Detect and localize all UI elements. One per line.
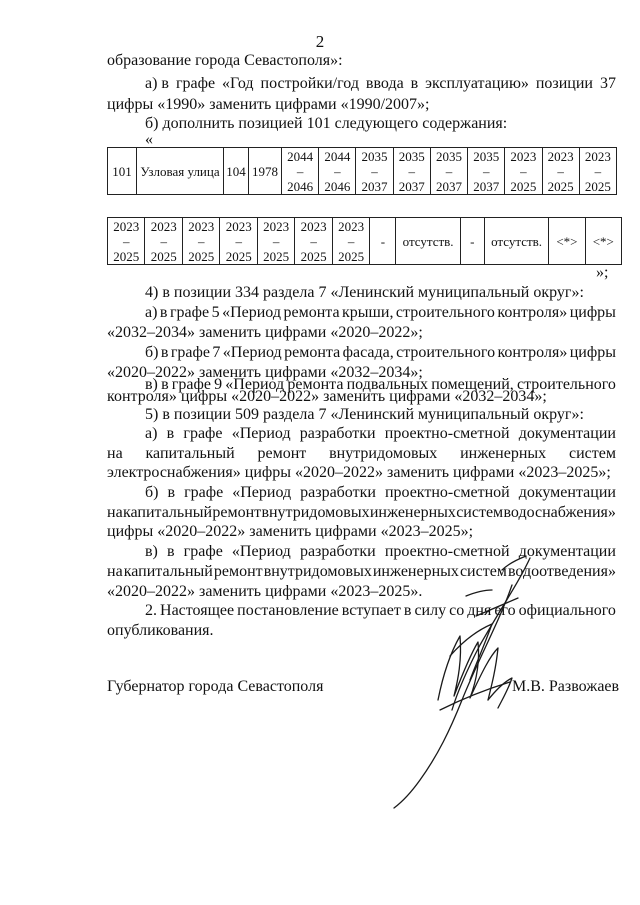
word: капитальный <box>122 504 213 521</box>
word: 37 <box>599 75 616 92</box>
word: строительного <box>395 304 495 321</box>
cell-range: 2023 – 2025 <box>579 148 616 195</box>
cell-dash: - <box>460 218 484 265</box>
word: подвальных <box>346 376 429 393</box>
word: а) <box>145 425 158 442</box>
word: б) <box>145 484 159 501</box>
word: капитальный <box>145 445 235 462</box>
word: «Период <box>231 425 291 442</box>
page-number: 2 <box>315 32 325 51</box>
word: в <box>403 602 412 619</box>
word: ремонт <box>257 445 307 462</box>
word: силу <box>414 602 447 619</box>
word: в <box>160 344 169 361</box>
word: постановление <box>237 602 339 619</box>
governor-name: М.В. Развожаев <box>512 678 620 695</box>
word: 9 <box>214 376 223 393</box>
cell-range: 2044 – 2046 <box>319 148 356 195</box>
item-5-line: 5) в позиции 509 раздела 7 «Ленинский муниципальный округ»: <box>145 406 584 423</box>
word: систем <box>569 445 616 462</box>
word: разработки <box>299 543 376 560</box>
word: графе <box>183 543 223 560</box>
word: официального <box>518 602 616 619</box>
word: его <box>494 602 516 619</box>
item-5a-line2 <box>107 444 616 464</box>
cell-absent: отсутств. <box>396 218 460 265</box>
word: 2. <box>145 602 157 619</box>
word: инженерных <box>460 445 547 462</box>
word: на <box>107 504 123 521</box>
word: контроля» <box>497 344 568 361</box>
word: ремонта <box>284 344 341 361</box>
cell-range: 2044 – 2046 <box>282 148 319 195</box>
word: вступает <box>341 602 401 619</box>
word: ремонта <box>283 304 340 321</box>
word: «Период <box>225 376 285 393</box>
cell-dash: - <box>370 218 396 265</box>
cell-range: 2023 – 2025 <box>257 218 294 265</box>
cell-range: 2023 – 2025 <box>505 148 542 195</box>
item-a1-line1 <box>145 74 616 94</box>
cell-note-ref: <*> <box>549 218 585 265</box>
word: внутридомовых <box>261 504 370 521</box>
word: проектно-сметной <box>384 484 510 501</box>
word: документации <box>518 425 616 442</box>
table-row-101 <box>107 147 617 195</box>
word: проектно-сметной <box>384 425 510 442</box>
word: в) <box>145 376 158 393</box>
word: ремонт <box>213 563 263 580</box>
word: строительного <box>516 376 616 393</box>
word: дня <box>467 602 492 619</box>
word: ремонт <box>212 504 262 521</box>
word: внутридомовых <box>329 445 438 462</box>
word: графе <box>169 304 210 321</box>
word: в <box>167 484 176 501</box>
item-5a-line3: электроснабжения» цифры «2020–2022» заменить цифрами «2023–2025»; <box>107 464 611 481</box>
word: строительного <box>396 344 496 361</box>
word: Настоящее <box>160 602 235 619</box>
word: на <box>107 445 123 462</box>
item-5b-line3: цифры «2020–2022» заменить цифрами «2023–2025»; <box>107 523 474 540</box>
word: крыши, <box>342 304 394 321</box>
word: цифры <box>569 344 616 361</box>
word: со <box>449 602 465 619</box>
cell-range: 2023 – 2025 <box>332 218 369 265</box>
word: цифры <box>569 304 616 321</box>
word: «Период <box>222 304 281 321</box>
close-quote: »; <box>596 264 609 281</box>
word: инженерных <box>372 563 459 580</box>
item-b1-line: б) дополнить позицией 101 следующего содержания: <box>145 115 508 132</box>
word: ввода <box>365 75 404 92</box>
cell-number: 101 <box>108 148 137 195</box>
cell-c3: 104 <box>224 148 249 195</box>
signature-image <box>380 550 570 810</box>
item-4-line: 4) в позиции 334 раздела 7 «Ленинский муниципальный округ»: <box>145 284 584 301</box>
cell-range: 2023 – 2025 <box>542 148 579 195</box>
item-4a-line2: «2032–2034» заменить цифрами «2020–2022»; <box>107 324 423 341</box>
word: ремонта <box>287 376 344 393</box>
word: а) в <box>145 75 169 92</box>
cell-range: 2023 – 2025 <box>182 218 219 265</box>
word: постройки/год <box>260 75 359 92</box>
cell-street: Узловая улица <box>137 148 224 195</box>
word: графе <box>175 75 216 92</box>
word: инженерных <box>369 504 456 521</box>
word: проектно-сметной <box>384 543 510 560</box>
item-2-line2: опубликования. <box>107 622 214 639</box>
word: фасада, <box>342 344 394 361</box>
cell-range: 2023 – 2025 <box>220 218 257 265</box>
item-5b-line2 <box>107 503 616 523</box>
intro-line: образование города Севастополя»: <box>107 52 343 69</box>
cell-absent: отсутств. <box>484 218 548 265</box>
word: систем <box>456 504 504 521</box>
word: документации <box>518 484 616 501</box>
word: «Год <box>222 75 254 92</box>
item-4b-line1 <box>145 343 616 363</box>
word: в) <box>145 543 158 560</box>
governor-title: Губернатор города Севастополя <box>107 678 324 695</box>
word: разработки <box>299 425 376 442</box>
word: в <box>161 376 169 393</box>
word: «Период <box>222 344 282 361</box>
cell-year: 1978 <box>249 148 282 195</box>
word: в <box>167 543 175 560</box>
table-row-101-continued <box>107 217 622 265</box>
item-5b-line1 <box>145 483 616 503</box>
open-quote: « <box>145 131 153 148</box>
item-5v-line3: «2020–2022» заменить цифрами «2023–2025». <box>107 583 423 600</box>
word: «Период <box>232 484 292 501</box>
word: эксплуатацию» <box>425 75 529 92</box>
cell-range: 2035 – 2037 <box>356 148 393 195</box>
word: 5 <box>211 304 220 321</box>
item-a1-line2: цифры «1990» заменить цифрами «1990/2007»; <box>107 96 430 113</box>
word: разработки <box>300 484 376 501</box>
word: документации <box>518 543 616 560</box>
word: графе <box>170 344 210 361</box>
item-4v-line2: контроля» цифры «2020–2022» заменить цифрами «2032–2034»; <box>107 388 547 405</box>
word: в <box>166 425 175 442</box>
cell-range: 2023 – 2025 <box>108 218 145 265</box>
word: помещений, <box>431 376 514 393</box>
word: а) <box>145 304 158 321</box>
cell-range: 2023 – 2025 <box>145 218 182 265</box>
word: б) <box>145 344 159 361</box>
word: на <box>107 563 123 580</box>
word: 7 <box>212 344 221 361</box>
word: графе <box>183 425 223 442</box>
word: в <box>410 75 419 92</box>
word: водоснабжения» <box>503 504 616 521</box>
word: водоотведения» <box>507 563 616 580</box>
word: контроля» <box>497 304 568 321</box>
cell-note-ref: <*> <box>585 218 621 265</box>
word: «Период <box>231 543 291 560</box>
cell-range: 2035 – 2037 <box>393 148 430 195</box>
word: позиции <box>535 75 593 92</box>
cell-range: 2023 – 2025 <box>295 218 332 265</box>
word: внутридомовых <box>263 563 372 580</box>
cell-range: 2035 – 2037 <box>430 148 467 195</box>
word: в <box>159 304 168 321</box>
word: графе <box>171 376 211 393</box>
cell-range: 2035 – 2037 <box>468 148 505 195</box>
word: капитальный <box>123 563 213 580</box>
word: графе <box>184 484 224 501</box>
item-4b-line2: «2020–2022» заменить цифрами «2032–2034»; <box>107 364 423 381</box>
item-5a-line1 <box>145 424 616 444</box>
item-4a-line1 <box>145 303 616 323</box>
word: систем <box>459 563 507 580</box>
